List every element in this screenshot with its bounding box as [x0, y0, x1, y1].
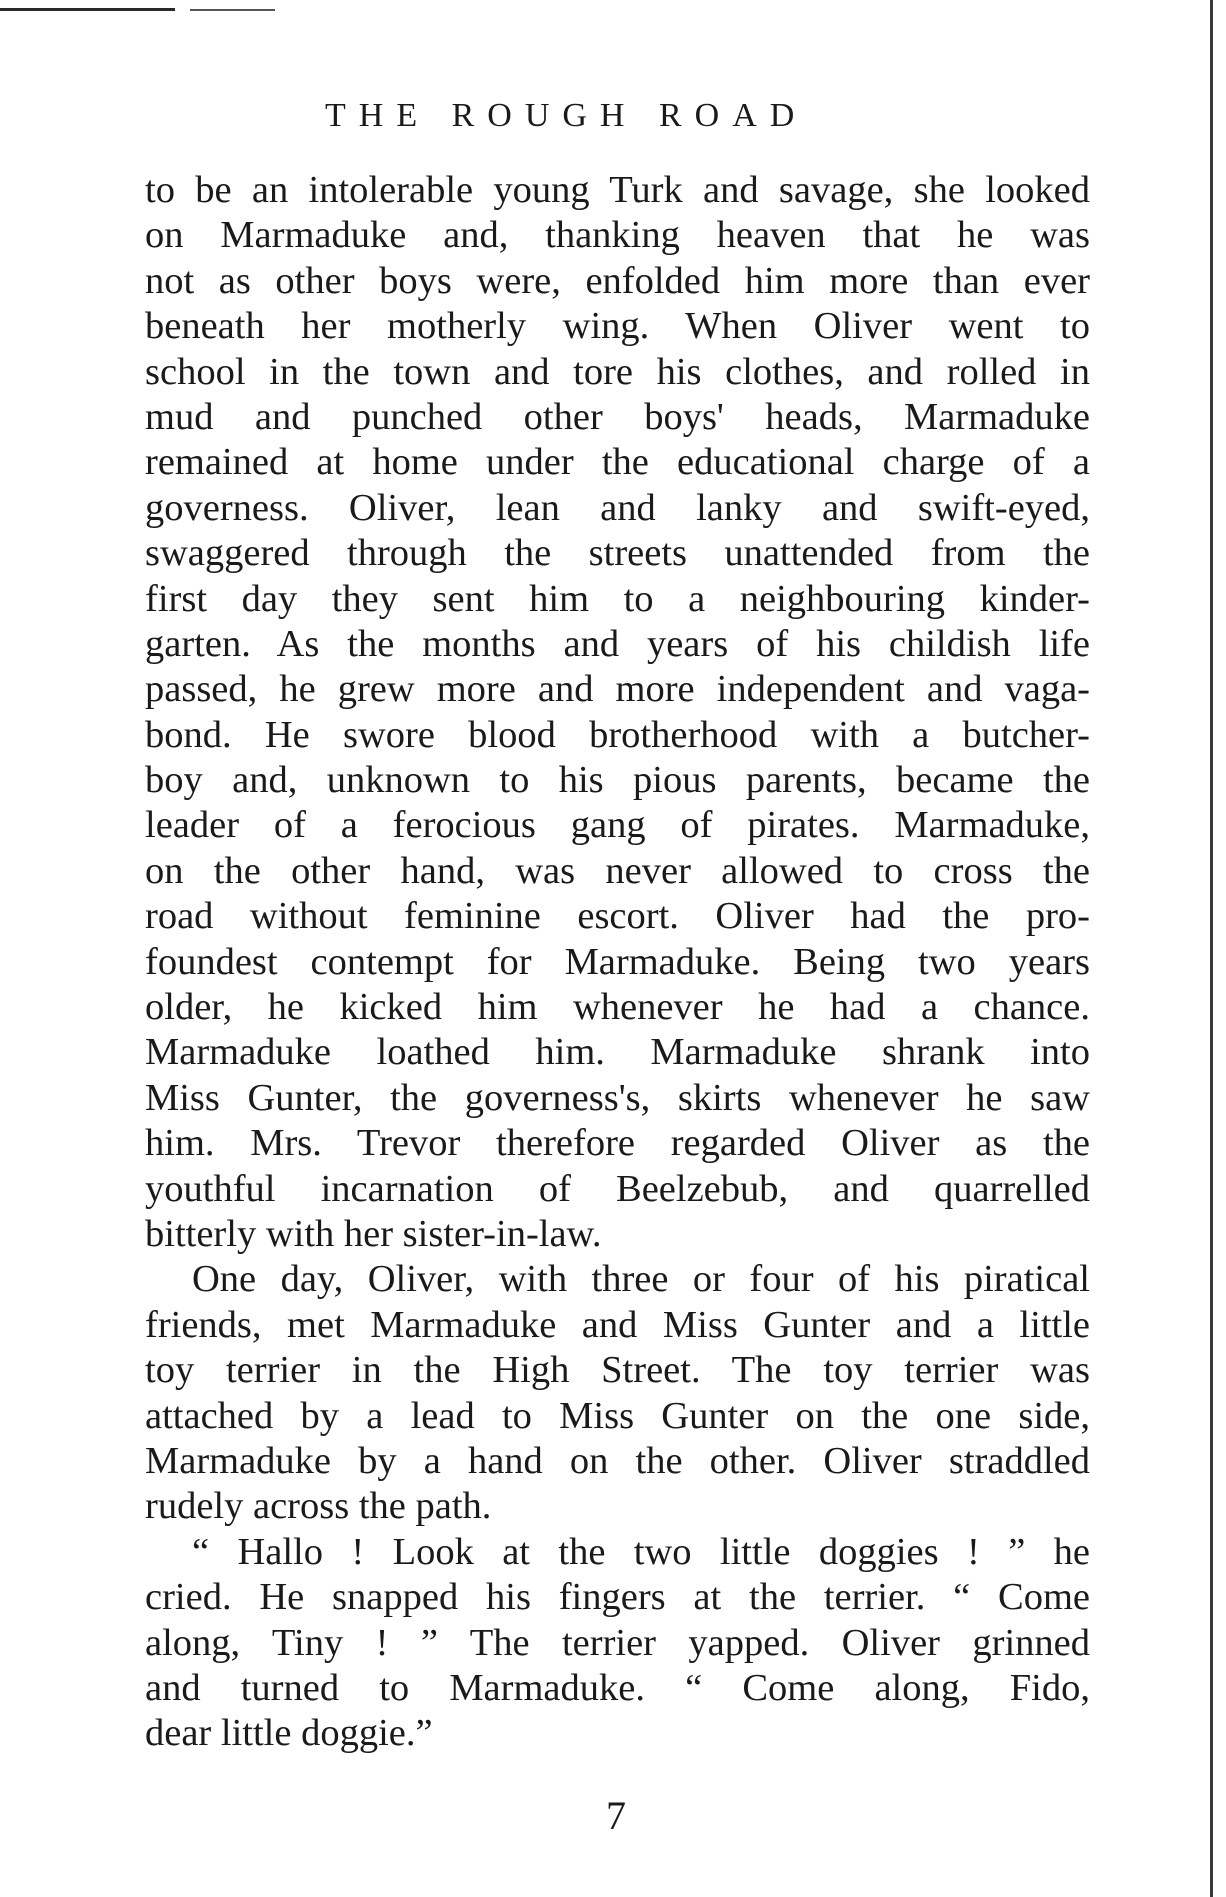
- text-line: swaggered through the streets unattended from the: [145, 532, 1090, 575]
- text-line: One day, Oliver, with three or four of his piratical: [192, 1258, 1090, 1301]
- text-line: beneath her motherly wing. When Oliver went to: [145, 305, 1090, 348]
- text-line: cried. He snapped his fingers at the terrier. “ Come: [145, 1576, 1090, 1619]
- body-text: [145, 168, 1090, 1757]
- text-line: remained at home under the educational charge of a: [145, 441, 1090, 484]
- text-line: “ Hallo ! Look at the two little doggies ! ” he: [192, 1530, 1090, 1573]
- text-line: not as other boys were, enfolded him more than ever: [145, 259, 1090, 302]
- scan-artifact-line: [190, 9, 275, 11]
- text-line: along, Tiny ! ” The terrier yapped. Oliver grinned: [145, 1621, 1090, 1664]
- page-number: 7: [606, 1793, 626, 1838]
- text-line: foundest contempt for Marmaduke. Being two years: [145, 940, 1090, 983]
- text-line: Marmaduke loathed him. Marmaduke shrank into: [145, 1031, 1090, 1074]
- text-line: bond. He swore blood brotherhood with a butcher-: [145, 713, 1090, 756]
- text-line: garten. As the months and years of his childish life: [145, 622, 1090, 665]
- text-line: leader of a ferocious gang of pirates. Marmaduke,: [145, 804, 1090, 847]
- text-line: Marmaduke by a hand on the other. Oliver straddled: [145, 1439, 1090, 1482]
- text-line: youthful incarnation of Beelzebub, and quarrelled: [145, 1167, 1090, 1210]
- text-line: dear little doggie.”: [145, 1712, 433, 1755]
- text-line: friends, met Marmaduke and Miss Gunter and a little: [145, 1303, 1090, 1346]
- text-line: attached by a lead to Miss Gunter on the one side,: [145, 1394, 1090, 1437]
- text-line: older, he kicked him whenever he had a chance.: [145, 986, 1090, 1029]
- text-line: first day they sent him to a neighbouring kinder-: [145, 577, 1090, 620]
- text-line: boy and, unknown to his pious parents, became the: [145, 759, 1090, 802]
- text-line: bitterly with her sister-in-law.: [145, 1212, 602, 1255]
- text-line: and turned to Marmaduke. “ Come along, Fido,: [145, 1666, 1090, 1709]
- text-line: rudely across the path.: [145, 1485, 492, 1528]
- text-line: road without feminine escort. Oliver had the pro-: [145, 895, 1090, 938]
- text-line: school in the town and tore his clothes, and rolled in: [145, 350, 1090, 393]
- text-line: mud and punched other boys' heads, Marmaduke: [145, 395, 1090, 438]
- text-line: Miss Gunter, the governess's, skirts whenever he saw: [145, 1076, 1090, 1119]
- scan-artifact-line: [0, 8, 175, 11]
- running-head: THE ROUGH ROAD: [325, 97, 808, 134]
- text-line: toy terrier in the High Street. The toy terrier was: [145, 1349, 1090, 1392]
- text-line: to be an intolerable young Turk and savage, she looked: [145, 169, 1090, 211]
- text-line: on the other hand, was never allowed to cross the: [145, 849, 1090, 892]
- text-line: him. Mrs. Trevor therefore regarded Oliver as the: [145, 1122, 1090, 1165]
- text-line: governess. Oliver, lean and lanky and swift-eyed,: [145, 486, 1090, 529]
- text-line: passed, he grew more and more independent and vaga-: [145, 668, 1090, 711]
- page-edge: [1210, 0, 1213, 1897]
- text-line: on Marmaduke and, thanking heaven that he was: [145, 214, 1090, 257]
